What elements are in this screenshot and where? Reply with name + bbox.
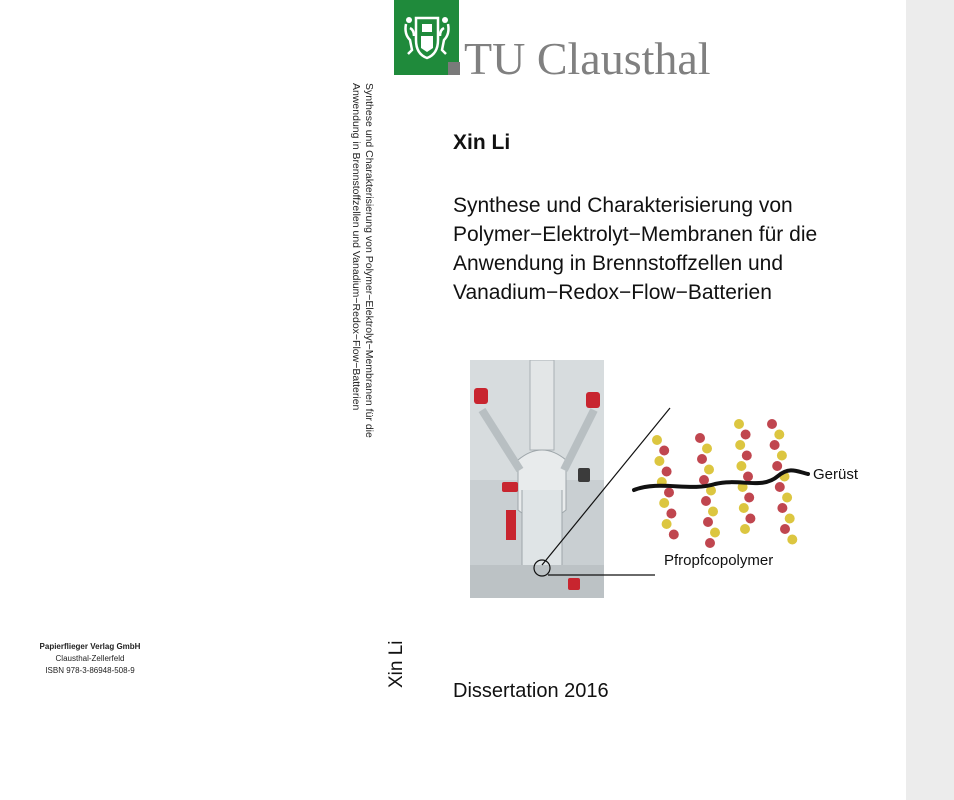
spine-title-line-1: Synthese und Charakterisierung von Polymer−Elektrolyt−Membranen für die — [363, 83, 375, 438]
spine-title-line-2: Anwendung in Brennstoffzellen und Vanadium−Redox−Flow−Batterien — [350, 83, 362, 411]
polymer-bead-chain-1 — [662, 519, 672, 529]
title-line-3: Anwendung in Brennstoffzellen und — [453, 252, 784, 275]
polymer-bead-chain-3 — [745, 514, 755, 524]
title-line-1: Synthese und Charakterisierung von — [453, 194, 793, 217]
polymer-bead-chain-2 — [695, 433, 705, 443]
polymer-bead-chain-3 — [743, 472, 753, 482]
logo-accent-square — [448, 62, 460, 75]
polymer-bead-chain-1 — [669, 530, 679, 540]
polymer-bead-chain-4 — [780, 524, 790, 534]
polymer-bead-chain-3 — [741, 430, 751, 440]
polymer-bead-chain-4 — [775, 482, 785, 492]
polymer-bead-chain-4 — [777, 503, 787, 513]
polymer-bead-chain-1 — [652, 435, 662, 445]
polymer-bead-chain-4 — [777, 451, 787, 461]
polymer-bead-chain-3 — [740, 524, 750, 534]
publisher-name: Papierflieger Verlag GmbH — [39, 642, 141, 651]
polymer-bead-chain-2 — [704, 465, 714, 475]
polymer-bead-chain-3 — [736, 461, 746, 471]
book-title — [453, 191, 893, 307]
polymer-bead-chain-2 — [708, 507, 718, 517]
polymer-bead-chain-3 — [739, 503, 749, 513]
page-edge-strip — [906, 0, 954, 800]
polymer-bead-chain-2 — [710, 528, 720, 538]
author-name: Xin Li — [453, 131, 511, 154]
polymer-bead-chain-2 — [697, 454, 707, 464]
coat-of-arms-icon — [402, 10, 452, 62]
polymer-bead-chain-2 — [701, 496, 711, 506]
polymer-bead-chain-3 — [742, 451, 752, 461]
title-line-4: Vanadium−Redox−Flow−Batterien — [453, 281, 772, 304]
label-graft-copolymer: Pfropfcopolymer — [664, 552, 774, 569]
polymer-bead-chain-2 — [705, 538, 715, 548]
polymer-bead-chain-2 — [702, 444, 712, 454]
spine-author-text: Xin Li — [386, 640, 407, 688]
polymer-bead-chain-4 — [767, 419, 777, 429]
polymer-bead-chain-4 — [772, 461, 782, 471]
logo-text: TU Clausthal — [464, 33, 711, 84]
polymer-bead-chain-4 — [785, 514, 795, 524]
polymer-bead-chain-3 — [735, 440, 745, 450]
polymer-bead-chain-1 — [664, 488, 674, 498]
title-line-2: Polymer−Elektrolyt−Membranen für die — [453, 223, 818, 246]
polymer-bead-chain-4 — [787, 535, 797, 545]
polymer-bead-chain-2 — [699, 475, 709, 485]
polymer-bead-chain-1 — [662, 467, 672, 477]
polymer-bead-chain-1 — [659, 446, 669, 456]
polymer-bead-chain-1 — [666, 509, 676, 519]
polymer-bead-chain-4 — [782, 493, 792, 503]
polymer-bead-chain-4 — [774, 430, 784, 440]
graft-copolymer-diagram — [530, 400, 880, 605]
polymer-bead-chain-1 — [659, 498, 669, 508]
isbn: ISBN 978-3-86948-508-9 — [45, 666, 135, 675]
publisher-city: Clausthal-Zellerfeld — [55, 654, 125, 663]
polymer-bead-chain-1 — [654, 456, 664, 466]
publisher-block — [0, 641, 180, 677]
dissertation-year: Dissertation 2016 — [453, 680, 609, 702]
polymer-bead-chain-3 — [734, 419, 744, 429]
polymer-bead-chain-3 — [744, 493, 754, 503]
polymer-bead-chain-4 — [770, 440, 780, 450]
polymer-bead-chain-2 — [703, 517, 713, 527]
label-backbone: Gerüst — [813, 466, 859, 483]
